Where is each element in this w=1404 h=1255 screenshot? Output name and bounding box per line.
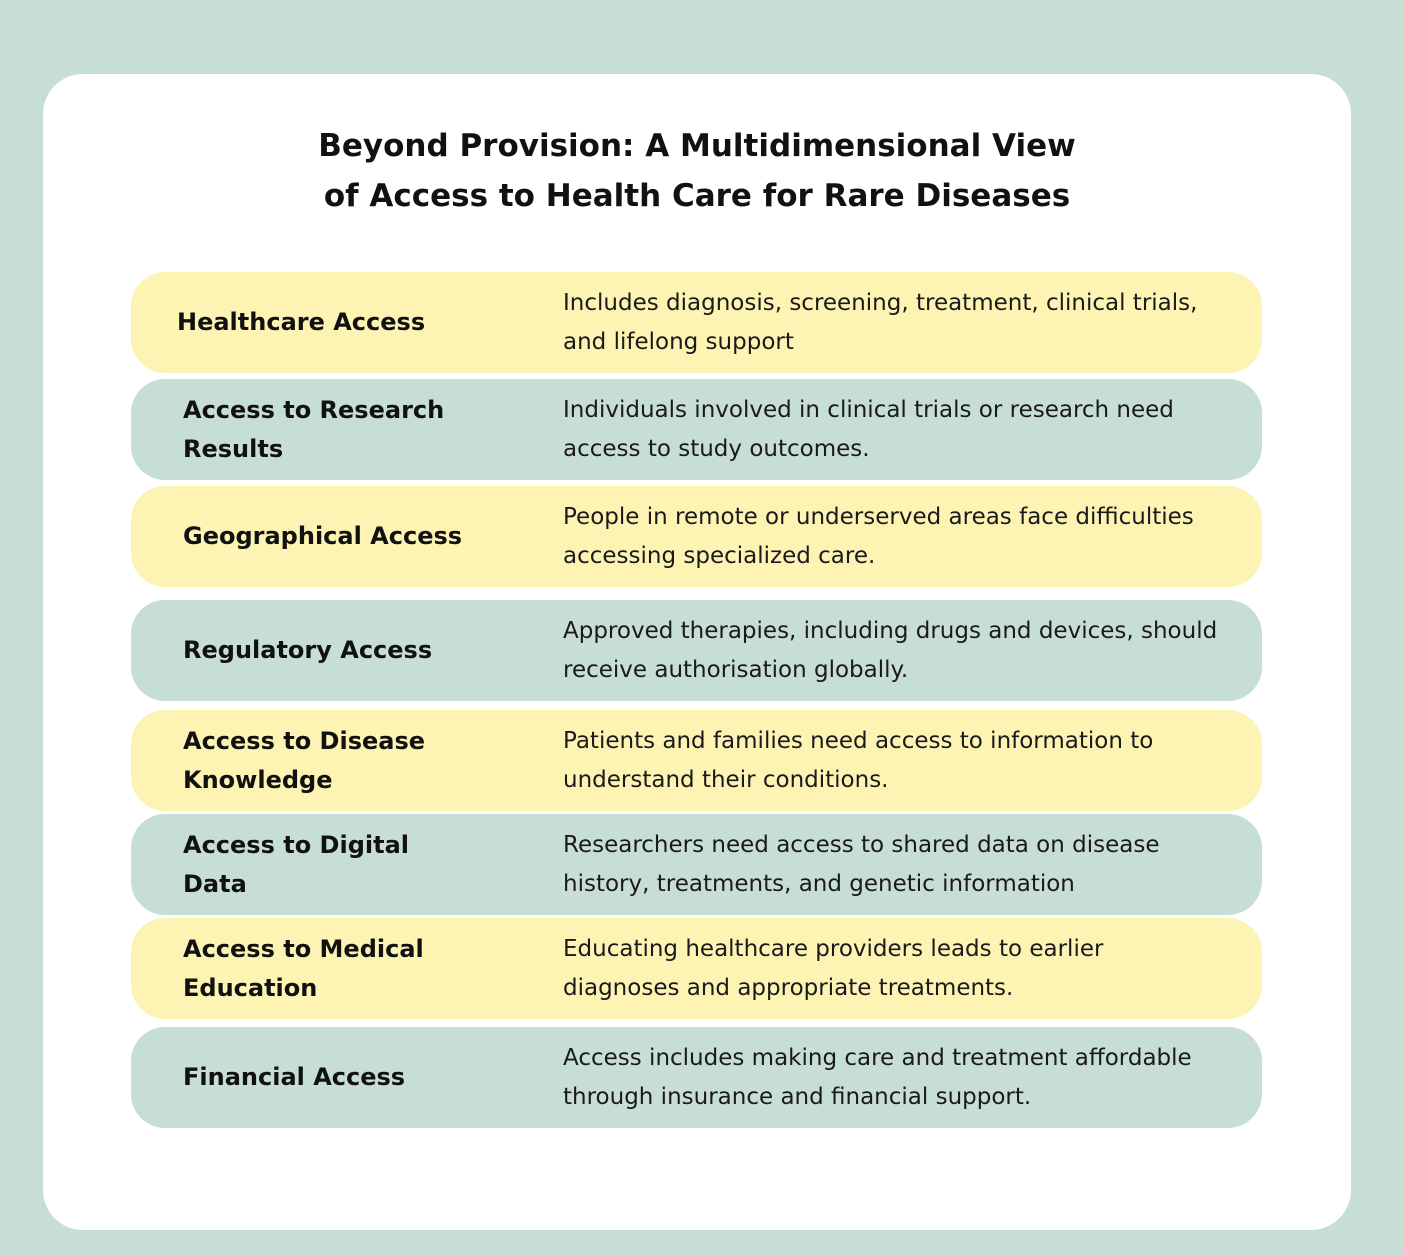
row-label: Regulatory Access [183,636,433,664]
row-description-text: People in remote or underserved areas face difficulties accessing specialized care. [563,503,1194,569]
page-title [43,121,1351,221]
row-label: Healthcare Access [177,308,426,336]
row-description [563,272,1223,373]
row-label: Access to Research Results [183,395,445,463]
row-healthcare-access [131,272,1262,373]
row-access-to-medical-education [131,918,1262,1019]
row-geographical-access [131,486,1262,587]
row-description-text: Researchers need access to shared data on disease history, treatments, and genetic information [563,831,1160,897]
row-access-to-research-results [131,379,1262,480]
row-label: Access to Digital Data [183,830,409,898]
row-description-text: Access includes making care and treatment affordable through insurance and financial support. [563,1044,1192,1110]
row-financial-access [131,1027,1262,1128]
row-description [563,918,1223,1019]
row-description [563,1027,1223,1128]
row-description-text: Approved therapies, including drugs and devices, should receive authorisation globally. [563,617,1218,683]
row-description-text: Includes diagnosis, screening, treatment, clinical trials, and lifelong support [563,289,1198,355]
row-label: Geographical Access [183,522,463,550]
row-regulatory-access [131,600,1262,701]
title-line-2: of Access to Health Care for Rare Diseases [323,178,1071,214]
row-access-to-disease-knowledge [131,710,1262,811]
row-description-text: Individuals involved in clinical trials or research need access to study outcomes. [563,396,1174,462]
row-description [563,486,1223,587]
row-access-to-digital-data [131,814,1262,915]
row-label: Financial Access [183,1063,406,1091]
infographic-card [43,74,1351,1230]
title-line-1: Beyond Provision: A Multidimensional View [318,128,1076,164]
row-description [563,600,1223,701]
row-description-text: Patients and families need access to information to understand their conditions. [563,727,1154,793]
row-description [563,379,1223,480]
row-description-text: Educating healthcare providers leads to earlier diagnoses and appropriate treatments. [563,935,1104,1001]
row-label: Access to Medical Education [183,934,424,1002]
row-description [563,814,1223,915]
row-description [563,710,1223,811]
row-label: Access to Disease Knowledge [183,726,426,794]
